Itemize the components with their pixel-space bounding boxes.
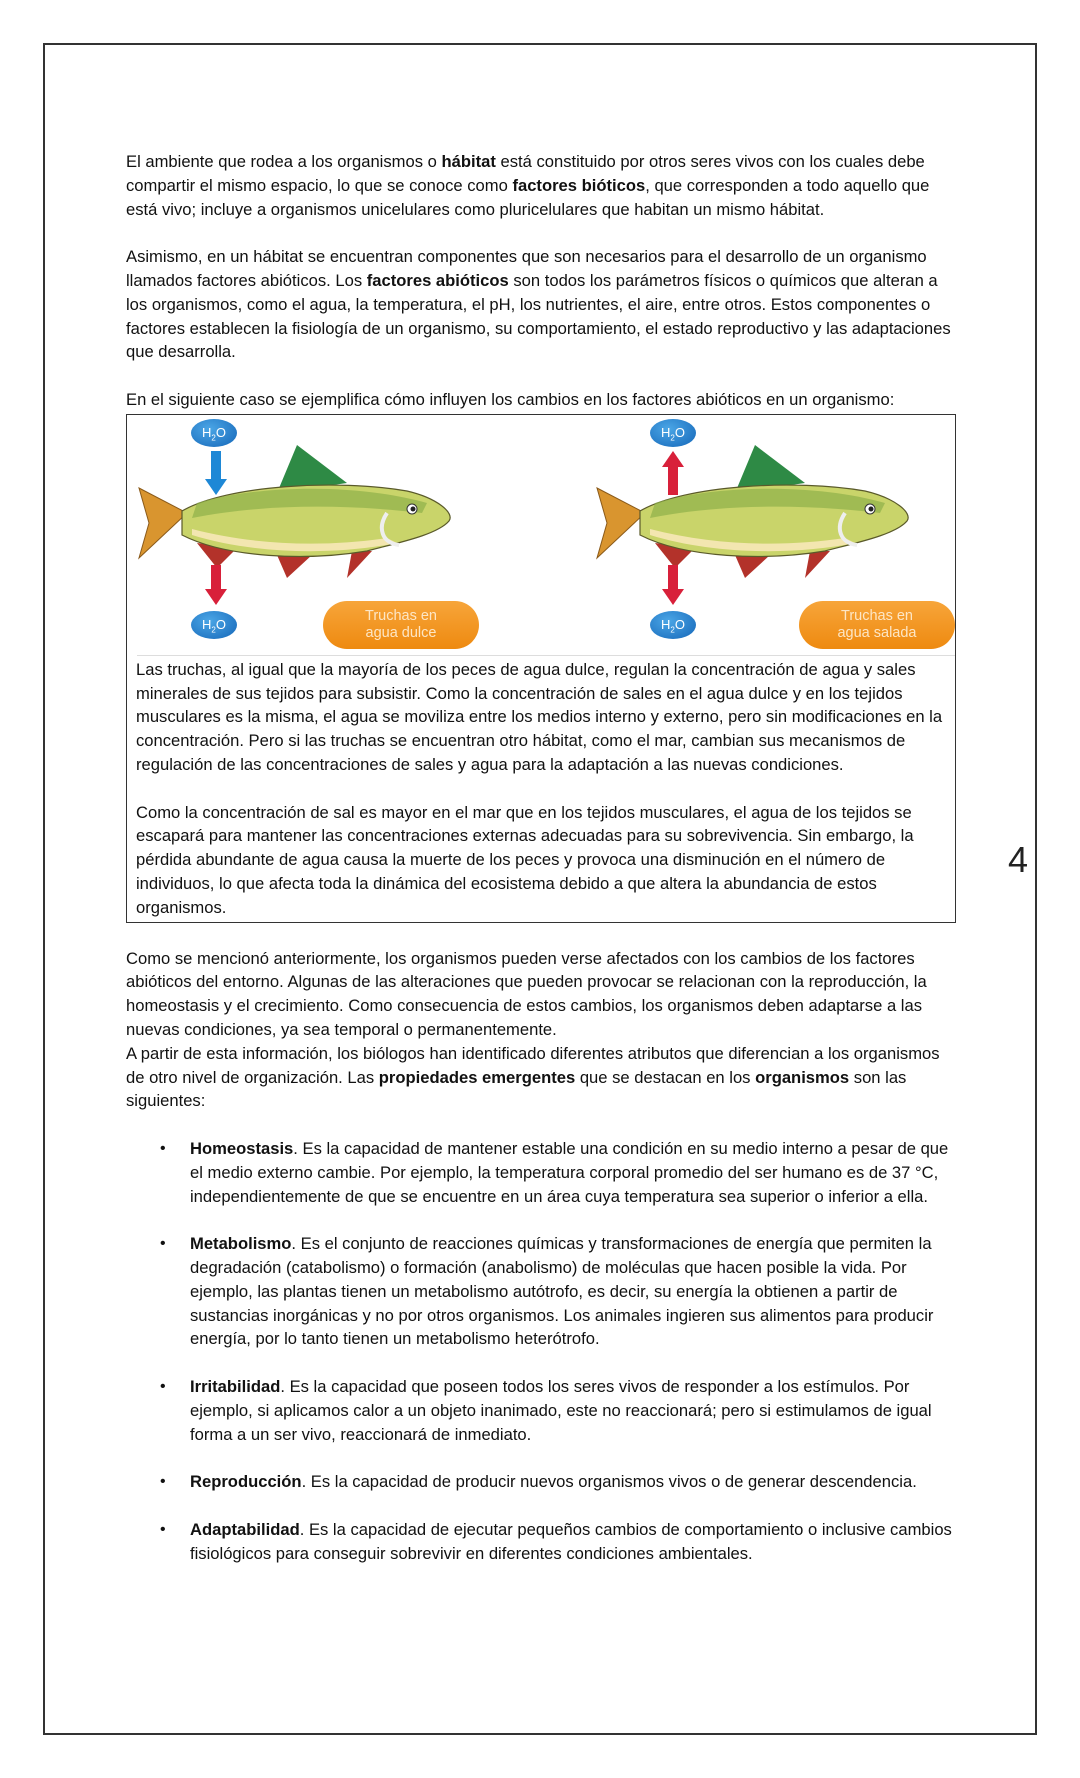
term: Homeostasis [190, 1139, 294, 1159]
h2o-badge-top-right: $H_2O$ [650, 419, 696, 447]
figure-intro: En el siguiente caso se ejemplifica cómo influyen los cambios en los factores abióticos en un organismo: [126, 389, 895, 409]
bullet-icon: • [160, 1378, 166, 1396]
bullet-icon: • [160, 1140, 166, 1158]
after-figure-section [126, 947, 958, 1114]
bold-term-habitat: hábitat [441, 152, 496, 171]
list-item-reproduccion [126, 1470, 958, 1494]
list-item-homeostasis [126, 1137, 958, 1208]
bullet-icon: • [160, 1473, 166, 1491]
list-item-metabolismo [126, 1232, 958, 1351]
text-run: está constituido por otros seres vivos con los cuales debe compartir el mismo espacio, lo que se conoce como [126, 152, 925, 195]
text-run: El ambiente que rodea a los organismos o [126, 152, 442, 171]
h2o-badge-bottom-left: $H_2O$ [191, 611, 237, 639]
label-saltwater: Truchas en agua salada [799, 601, 955, 649]
list-item-irritabilidad [126, 1375, 958, 1446]
trout-freshwater-icon [137, 443, 457, 583]
bullet-icon: • [160, 1520, 166, 1538]
label-freshwater: Truchas en agua dulce [323, 601, 479, 649]
paragraph-abioticos [126, 245, 958, 364]
h2o-badge-bottom-right: $H_2O$ [650, 611, 696, 639]
paragraph-propiedades [126, 1042, 958, 1113]
arrow-down-red-icon [205, 565, 227, 605]
emergent-properties-list [126, 1137, 958, 1565]
paragraph-habitat [126, 150, 958, 221]
text-run: que se destacan en los [575, 1067, 756, 1087]
trout-saltwater-icon [595, 443, 915, 583]
text-run: son las siguientes: [126, 1067, 907, 1111]
bold-term-abioticos: factores abióticos [366, 270, 509, 290]
list-item-adaptabilidad [126, 1518, 958, 1566]
arrow-down-red-icon [662, 565, 684, 605]
bullet-icon: • [160, 1235, 166, 1253]
term: Irritabilidad [190, 1377, 281, 1397]
term: Adaptabilidad [190, 1519, 300, 1539]
trout-illustration [137, 415, 955, 656]
document-body [126, 150, 958, 1589]
page-number: 4 [1008, 839, 1029, 880]
figure-text-2: Como la concentración de sal es mayor en el mar que en los tejidos musculares, el agua de los tejidos se escapará para mantener las concentraciones externas adecuadas para su sobrevivencia. Sin embargo, la pérdida abundante de agua causa la muerte de los peces y provoca una disminución en el número de individuos, lo que afecta toda la dinámica del ecosistema debido a que altera la abundancia de estos organismos. [136, 802, 914, 917]
figure-explanation [127, 658, 955, 922]
bold-term-bioticos: factores bióticos [512, 175, 646, 195]
definition: . Es la capacidad de ejecutar pequeños cambios de comportamiento o inclusive cambios fisiológicos para conseguir sobrevivir en diferentes condiciones ambientales. [190, 1519, 952, 1563]
bold-term-organismos: organismos [755, 1067, 850, 1087]
definition: . Es la capacidad que poseen todos los seres vivos de responder a los estímulos. Por ejemplo, si aplicamos calor a un objeto inanimado, este no reaccionará; pero si estimulamos de igual forma a un ser vivo, reaccionará de inmediato. [190, 1377, 932, 1444]
text-run: son todos los parámetros físicos o químicos que alteran a los organismos, como el agua, la temperatura, el pH, los nutrientes, el aire, entre otros. Estos componentes o factores establecen la fisiología de un organismo, su comportamiento, el estado reproductivo y las adaptaciones que desarrolla. [126, 270, 951, 362]
text-run: A partir de esta información, los biólogos han identificado diferentes atributos que diferencian a los organismos de otro nivel de organización. Las [126, 1043, 940, 1087]
definition: . Es la capacidad de mantener estable una condición en su medio interno a pesar de que el medio externo cambie. Por ejemplo, la temperatura corporal promedio del ser humano es de 37 °C, independientemente de que se encuentre en un área cuya temperatura sea superior o inferior a ella. [190, 1139, 949, 1206]
trout-example-box [126, 414, 956, 923]
definition: . Es el conjunto de reacciones químicas y transformaciones de energía que permiten la degradación (catabolismo) o formación (anabolismo) de moléculas que hacen posible la vida. Por ejemplo, las plantas tienen un metabolismo autótrofo, es decir, su energía la obtienen a partir de sustancias inorgánicas y no por otros organismos. Los animales ingieren sus alimentos para producir energía, por lo tanto tienen un metabolismo heterótrofo. [190, 1234, 934, 1349]
bold-term-propiedades: propiedades emergentes [378, 1067, 576, 1087]
definition: . Es la capacidad de producir nuevos organismos vivos o de generar descendencia. [301, 1472, 917, 1492]
text-run: Asimismo, en un hábitat se encuentran componentes que son necesarios para el desarrollo de un organismo llamados factores abióticos. Los [126, 247, 927, 290]
figure-text-1: Las truchas, al igual que la mayoría de los peces de agua dulce, regulan la concentración de agua y sales minerales de sus tejidos para subsistir. Como la concentración de sales en el agua dulce y en los tejidos musculares es la misma, el agua se moviliza entre los medios interno y externo, pero sin modificaciones en la concentración. Pero si las truchas se encuentran otro hábitat, como el mar, cambian sus mecanismos de regulación de las concentraciones de sales y agua para la adaptación a las nuevas condiciones. [136, 659, 943, 774]
text-run: , que corresponden a todo aquello que está vivo; incluye a organismos unicelulares como pluricelulares que habitan un mismo hábitat. [126, 175, 930, 219]
h2o-badge-top-left: $H_2O$ [191, 419, 237, 447]
term: Metabolismo [190, 1234, 292, 1254]
paragraph-alteraciones: Como se mencionó anteriormente, los organismos pueden verse afectados con los cambios de los factores abióticos del entorno. Algunas de las alteraciones que pueden provocar se relacionan con la reproducción, la homeostasis y el crecimiento. Como consecuencia de estos cambios, los organismos deben adaptarse a las nuevas condiciones, ya sea temporal o permanentemente. [126, 948, 927, 1039]
term: Reproducción [190, 1472, 302, 1492]
